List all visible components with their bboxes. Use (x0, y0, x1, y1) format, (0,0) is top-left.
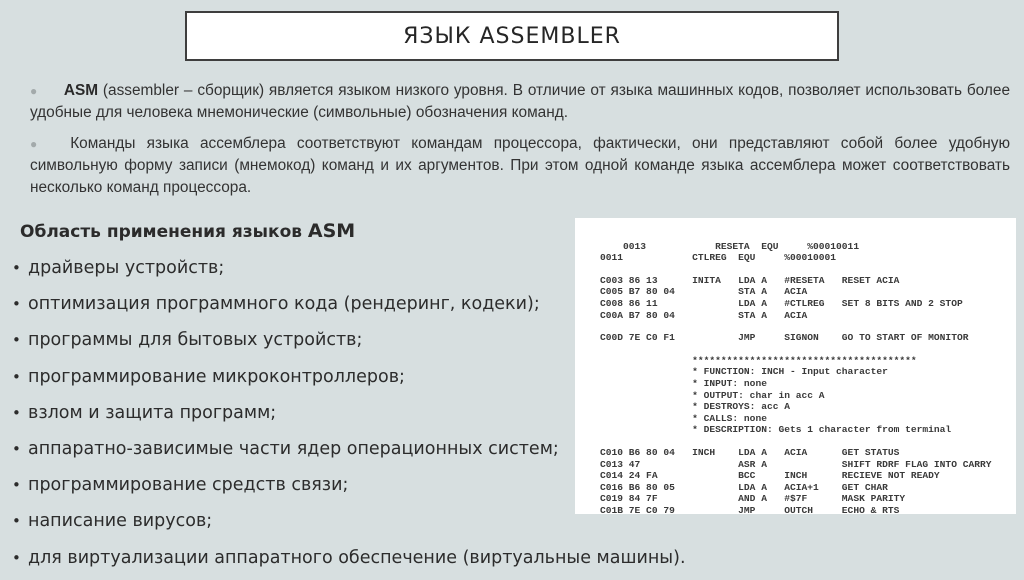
section-title-text: Область применения языков (20, 222, 308, 242)
list-item: • программирование микроконтроллеров; (12, 363, 686, 399)
code-line: C00A B7 80 04 STA A ACIA (600, 309, 808, 321)
bullet-icon: • (12, 512, 21, 531)
code-line: C016 B6 80 05 LDA A ACIA+1 GET CHAR (600, 481, 888, 493)
intro-paragraph-commands (30, 133, 1010, 199)
code-line: C003 86 13 INITA LDA A #RESETA RESET ACIA (600, 274, 900, 286)
list-item: • написание вирусов; (12, 507, 686, 543)
code-line: * CALLS: none (600, 412, 767, 424)
code-line: C01B 7E C0 79 JMP OUTCH ECHO & RTS (600, 504, 900, 516)
code-line: * DESTROYS: acc A (600, 401, 790, 413)
list-item: • программирование средств связи; (12, 471, 686, 507)
code-line: C005 B7 80 04 STA A ACIA (600, 286, 808, 298)
section-title (20, 220, 355, 242)
intro-text-1: (assembler – сборщик) является языком низкого уровня. В отличие от языка машинных кодов, позволяет использовать более удобные для человека мнемонические (символьные) обозначения команд. (30, 82, 1011, 121)
section-title-asm: ASM (307, 220, 356, 242)
slide-title: ЯЗЫК ASSEMBLER (403, 23, 621, 49)
code-line: * OUTPUT: char in acc A (600, 389, 825, 401)
list-item: • взлом и защита программ; (12, 399, 686, 435)
bullet-icon: • (12, 259, 21, 277)
list-item: • аппаратно-зависимые части ядер операционных систем; (12, 435, 686, 471)
bullet-icon: • (12, 331, 21, 350)
list-item: • оптимизация программного кода (рендеринг, кодеки); (12, 290, 686, 326)
code-line: * DESCRIPTION: Gets 1 character from terminal (600, 424, 952, 436)
code-listing (600, 229, 992, 528)
bullet-icon: • (12, 476, 21, 495)
list-item: • программы для бытовых устройств; (12, 326, 686, 362)
code-line: * INPUT: none (600, 377, 767, 389)
code-line: 0013 RESETA EQU %00010011 (623, 240, 860, 252)
asm-term: ASM (63, 82, 99, 99)
bullet-dot: ● (30, 84, 38, 98)
bullet-icon: • (12, 295, 21, 314)
code-line: C00D 7E C0 F1 JMP SIGNON GO TO START OF MONITOR (600, 332, 969, 344)
bullet-icon: • (12, 439, 21, 458)
code-line: C008 86 11 LDA A #CTLREG SET 8 BITS AND 2 STOP (600, 297, 963, 309)
bullet-dot: ● (30, 137, 45, 151)
code-line: 0011 CTLREG EQU %00010001 (600, 252, 837, 264)
bullet-icon: • (12, 403, 21, 422)
intro-paragraphs (30, 80, 1010, 208)
code-line: C013 47 ASR A SHIFT RDRF FLAG INTO CARRY (600, 458, 992, 470)
list-item: • драйверы устройств; (12, 254, 686, 290)
bullet-icon: • (12, 367, 21, 386)
assembler-code-image (575, 218, 1016, 514)
code-line: C010 B6 80 04 INCH LDA A ACIA GET STATUS (600, 446, 900, 458)
intro-text-2: Команды языка ассемблера соответствуют командам процессора, фактически, они представляют собой более удобную символьную форму записи (мнемокод) команд и их аргументов. При этом одной команде языка ассемблера может соответствовать несколько команд процессора. (30, 135, 1010, 196)
code-line: C014 24 FA BCC INCH RECIEVE NOT READY (600, 470, 940, 482)
code-line: *************************************** (600, 354, 917, 366)
list-item: • для виртуализации аппаратного обеспечение (виртуальные машины). (12, 544, 686, 580)
intro-paragraph-asm (30, 80, 1010, 124)
bullet-icon: • (12, 548, 21, 567)
slide-title-box (185, 11, 839, 61)
code-line: C019 84 7F AND A #$7F MASK PARITY (600, 493, 906, 505)
code-line: * FUNCTION: INCH - Input character (600, 366, 888, 378)
